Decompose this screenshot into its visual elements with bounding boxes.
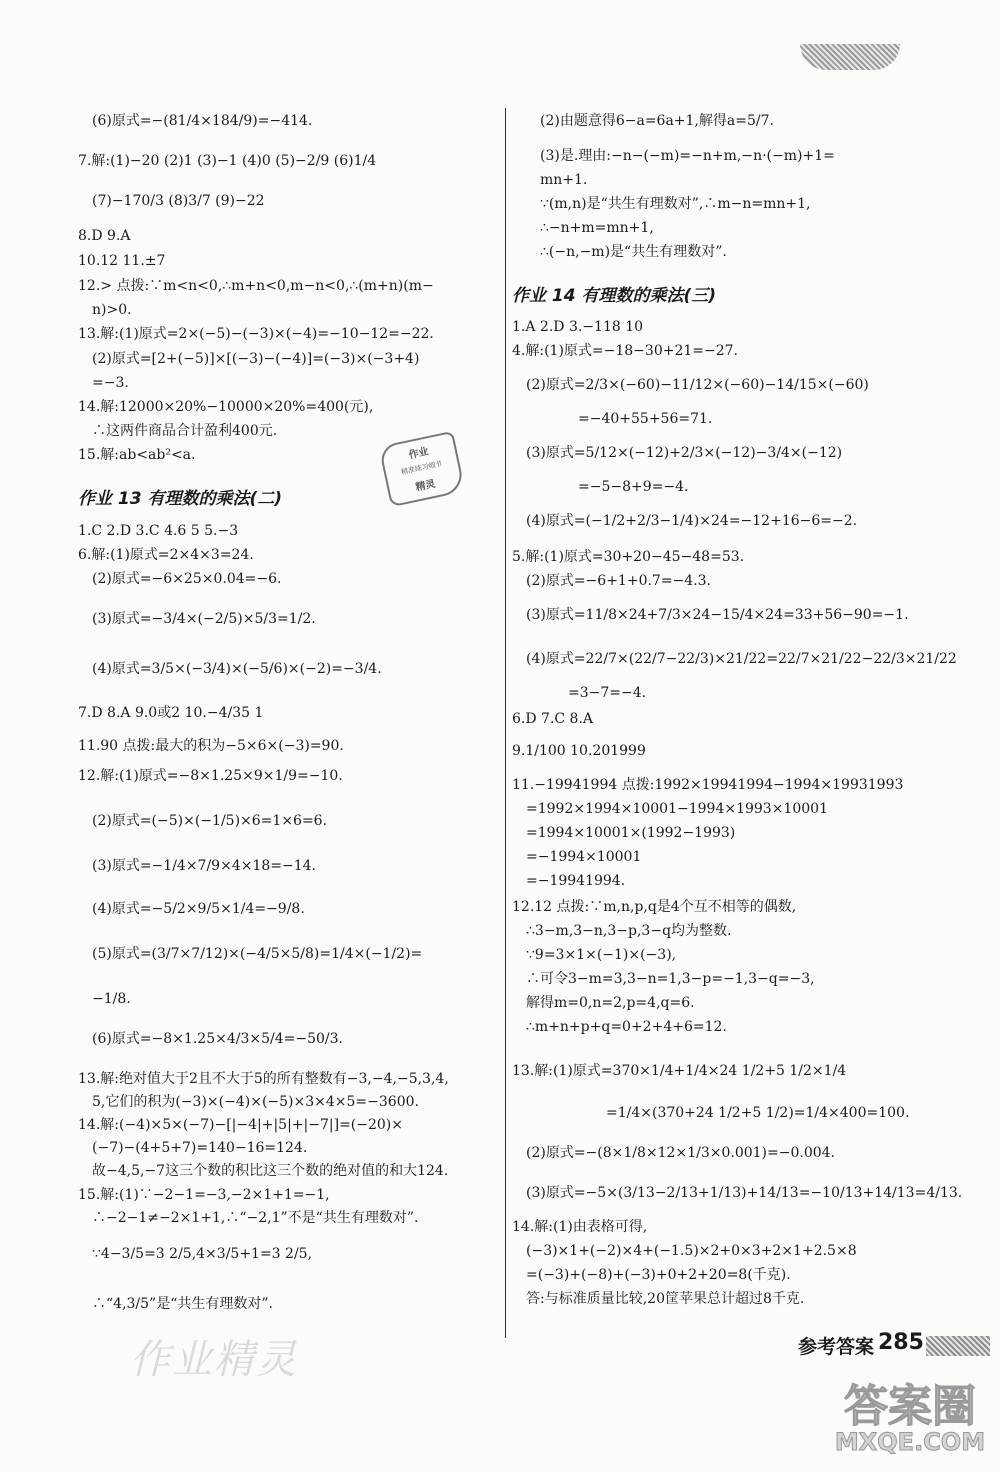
answer-line: (2)原式=2/3×(−60)−11/12×(−60)−14/15×(−60) [526, 377, 869, 393]
answer-line: =−5−8+9=−4. [578, 479, 689, 495]
answer-line: ∵(m,n)是“共生有理数对”,∴m−n=mn+1, [540, 196, 811, 212]
answer-line: (3)原式=−5×(3/13−2/13+1/13)+14/13=−10/13+14/13=4/13. [526, 1185, 963, 1201]
answer-line: =1/4×(370+24 1/2+5 1/2)=1/4×400=100. [606, 1105, 910, 1121]
answer-line: (4)原式=3/5×(−3/4)×(−5/6)×(−2)=−3/4. [92, 661, 382, 677]
answer-line: ∵9=3×1×(−1)×(−3), [526, 947, 677, 963]
answer-line: (6)原式=−(81/4×184/9)=−414. [92, 113, 313, 129]
answer-line: (2)原式=−6×25×0.04=−6. [92, 571, 282, 587]
answer-line: (3)是.理由:−n−(−m)=−n+m,−n·(−m)+1= [540, 148, 835, 164]
answer-line: 9.1/100 10.201999 [512, 743, 646, 759]
answer-line: 13.解:绝对值大于2且不大于5的所有整数有−3,−4,−5,3,4, [78, 1071, 449, 1087]
answer-line: =1992×1994×10001−1994×1993×10001 [526, 801, 828, 817]
answer-line: (5)原式=(3/7×7/12)×(−4/5×5/8)=1/4×(−1/2)= [92, 946, 423, 962]
column-divider [505, 108, 506, 1338]
answer-line: ∴−n+m=mn+1, [540, 220, 654, 236]
answer-line: 答:与标准质量比较,20筐苹果总计超过8千克. [526, 1291, 805, 1307]
answer-line: 15.解:ab<ab²<a. [78, 447, 196, 463]
answer-line: (2)原式=(−5)×(−1/5)×6=1×6=6. [92, 813, 328, 829]
answer-line: =−19941994. [526, 873, 626, 889]
watermark-logo: 答案圈 [844, 1381, 976, 1432]
answer-line: 8.D 9.A [78, 228, 131, 244]
answer-line: (2)原式=−(8×1/8×12×1/3×0.001)=−0.004. [526, 1145, 835, 1161]
stamp-seal: 作业 精准练习细节 精灵 [378, 431, 465, 507]
answer-line: mn+1. [540, 172, 588, 188]
answer-line: 4.解:(1)原式=−18−30+21=−27. [512, 343, 738, 359]
answer-line: 14.解:(−4)×5×(−7)−[|−4|+|5|+|−7|]=(−20)× [78, 1117, 404, 1133]
answer-line: (3)原式=−3/4×(−2/5)×5/3=1/2. [92, 611, 316, 627]
site-watermark [830, 1370, 990, 1470]
answer-line: ∴3−m,3−n,3−p,3−q均为整数. [526, 923, 732, 939]
footer-label: 参考答案 [798, 1336, 875, 1358]
answer-line: (3)原式=11/8×24+7/3×24−15/4×24=33+56−90=−1. [526, 607, 909, 623]
answer-line: (4)原式=(−1/2+2/3−1/4)×24=−12+16−6=−2. [526, 513, 858, 529]
answer-line: 15.解:(1)∵−2−1=−3,−2×1+1=−1, [78, 1187, 330, 1203]
section-13-title: 作业 13 有理数的乘法(二) [78, 489, 283, 509]
section-14-title: 作业 14 有理数的乘法(三) [512, 286, 717, 306]
answer-line: (4)原式=−5/2×9/5×1/4=−9/8. [92, 901, 305, 917]
answer-line: −1/8. [92, 991, 131, 1007]
answer-line: ∴这两件商品合计盈利400元. [92, 423, 278, 439]
answer-line: 7.解:(1)−20 (2)1 (3)−1 (4)0 (5)−2/9 (6)1/4 [78, 153, 377, 169]
answer-line: =1994×10001×(1992−1993) [526, 825, 736, 841]
watermark-left: 作业精灵 [130, 1337, 298, 1383]
answer-line: ∴“4,3/5”是“共生有理数对”. [92, 1296, 273, 1312]
answer-line: (3)原式=5/12×(−12)+2/3×(−12)−3/4×(−12) [526, 445, 843, 461]
answer-line: (4)原式=22/7×(22/7−22/3)×21/22=22/7×21/22−22/3×21/22 [526, 651, 957, 667]
answer-line: 6.D 7.C 8.A [512, 711, 594, 727]
answer-line: 11.−19941994 点拨:1992×19941994−1994×19931993 [512, 777, 904, 793]
answer-line: (−3)×1+(−2)×4+(−1.5)×2+0×3+2×1+2.5×8 [526, 1243, 857, 1259]
answer-line: (2)原式=[2+(−5)]×[(−3)−(−4)]=(−3)×(−3+4) [92, 351, 420, 367]
answer-line: =−1994×10001 [526, 849, 642, 865]
answer-line: =−40+55+56=71. [578, 411, 713, 427]
answer-line: (7)−170/3 (8)3/7 (9)−22 [92, 193, 265, 209]
answer-line: 14.解:12000×20%−10000×20%=400(元), [78, 399, 374, 415]
answer-line: 5,它们的积为(−3)×(−4)×(−5)×3×4×5=−3600. [92, 1094, 419, 1110]
answer-line: 故−4,5,−7这三个数的积比这三个数的绝对值的和大124. [92, 1163, 449, 1179]
answer-line: (3)原式=−1/4×7/9×4×18=−14. [92, 858, 316, 874]
answer-line: (−7)−(4+5+7)=140−16=124. [92, 1140, 308, 1156]
answer-line: (2)由题意得6−a=6a+1,解得a=5/7. [540, 113, 774, 129]
answer-line: =(−3)+(−8)+(−3)+0+2+20=8(千克). [526, 1267, 791, 1283]
answer-line: 12.> 点拨:∵m<n<0,∴m+n<0,m−n<0,∴(m+n)(m− [78, 278, 434, 294]
answer-line: 13.解:(1)原式=2×(−5)−(−3)×(−4)=−10−12=−22. [78, 326, 434, 342]
footer-decoration [926, 1336, 990, 1356]
answer-line: n)>0. [92, 302, 132, 318]
answer-line: ∴m+n+p+q=0+2+4+6=12. [526, 1019, 727, 1035]
answer-line: 6.解:(1)原式=2×4×3=24. [78, 547, 254, 563]
header-decoration [800, 44, 900, 70]
watermark-url: MXQE.COM [834, 1428, 986, 1456]
answer-line: 1.A 2.D 3.−118 10 [512, 319, 644, 335]
answer-line: (6)原式=−8×1.25×4/3×5/4=−50/3. [92, 1031, 343, 1047]
answer-line: 5.解:(1)原式=30+20−45−48=53. [512, 549, 745, 565]
answer-line: =−3. [92, 375, 129, 391]
answer-line: ∴−2−1≠−2×1+1,∴“−2,1”不是“共生有理数对”. [92, 1210, 419, 1226]
answer-line: 12.解:(1)原式=−8×1.25×9×1/9=−10. [78, 768, 343, 784]
answer-line: 14.解:(1)由表格可得, [512, 1219, 648, 1235]
answer-line: ∴(−n,−m)是“共生有理数对”. [540, 244, 727, 260]
answer-line: 10.12 11.±7 [78, 253, 166, 269]
answer-line: (2)原式=−6+1+0.7=−4.3. [526, 573, 712, 589]
answer-line: ∴可令3−m=3,3−n=1,3−p=−1,3−q=−3, [526, 971, 815, 987]
answer-line: 7.D 8.A 9.0或2 10.−4/35 1 [78, 705, 264, 721]
answer-line: 1.C 2.D 3.C 4.6 5 5.−3 [78, 523, 239, 539]
answer-line: 12.12 点拨:∵m,n,p,q是4个互不相等的偶数, [512, 899, 797, 915]
page-number: 285 [878, 1330, 924, 1355]
answer-line: ∵4−3/5=3 2/5,4×3/5+1=3 2/5, [92, 1246, 313, 1262]
answer-line: 13.解:(1)原式=370×1/4+1/4×24 1/2+5 1/2×1/4 [512, 1063, 847, 1079]
answer-line: =3−7=−4. [568, 685, 647, 701]
answer-line: 解得m=0,n=2,p=4,q=6. [526, 995, 695, 1011]
answer-line: 11.90 点拨:最大的积为−5×6×(−3)=90. [78, 738, 344, 754]
